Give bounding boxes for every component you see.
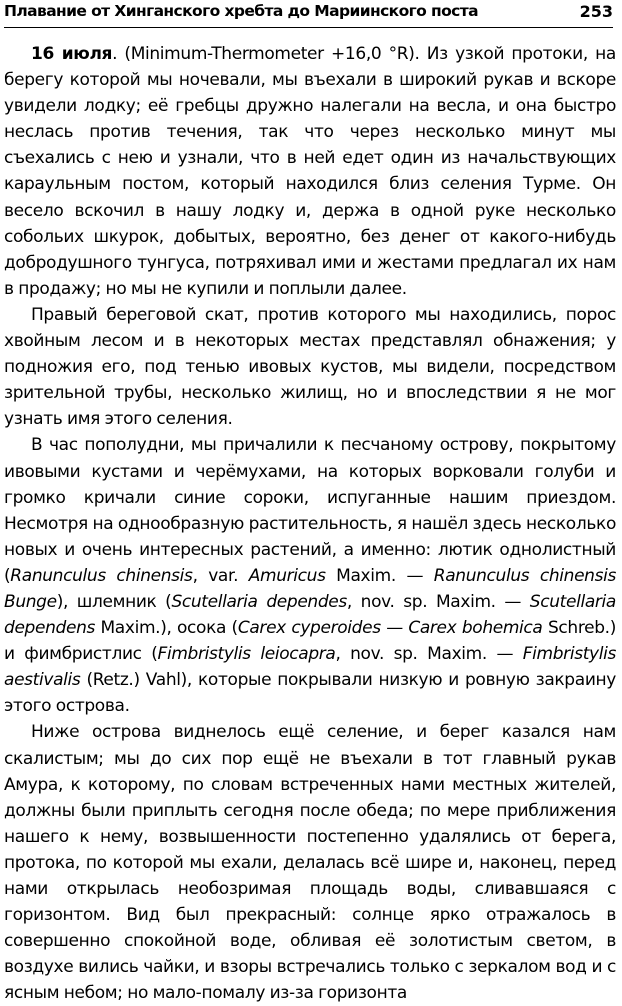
text-run: Schreb.) и фимбристлис ( [4, 618, 616, 665]
text-run: . (Minimum-Thermometer +16,0 °R). Из узкой протоки, на берегу которой мы ночевали, мы въехали в широкий рукав и вскоре увидели лодку; её гребцы дружно налегали на весла, и она быстро неслась против течения, так что через несколько минут мы съехались с нею и узнали, что в ней едет один из начальствующих караульным постом, который находился близ селения Турме. Он весело вскочил в нашу лодку и, держа в одной руке несколько собольих шкурок, добытых, вероятно, без денег от какого-нибудь добродушного тунгуса, потряхивал ими и жестами предлагал их нам в продажу; но мы не купили и поплыли далее. [4, 44, 616, 299]
paragraph [4, 41, 616, 302]
text-run: Правый береговой скат, против которого мы находились, порос хвойным лесом и в некоторых местах представлял обнажения; у подножия его, под тенью ивовых кустов, мы видели, посредством зрительной трубы, несколько жилищ, но и впоследствии я не мог узнать имя этого селения. [4, 304, 616, 430]
latin-name: Ranunculus chinensis Bunge [4, 565, 616, 612]
text-run: Maxim.), осока ( [95, 618, 238, 639]
text-run: ), шлемник ( [56, 591, 172, 612]
latin-name: Fimbristylis leiocapra [157, 644, 336, 665]
text-run: , nov. sp. Maxim. — [335, 644, 523, 665]
text-run: Maxim. — [325, 565, 434, 586]
text-run: (Retz.) Vahl), которые покрывали низкую и ровную закраину этого острова. [4, 670, 616, 717]
page-number: 253 [579, 2, 613, 21]
latin-name: Fimbristylis aestivalis [4, 644, 616, 691]
body-text [4, 41, 616, 1006]
paragraph [4, 302, 616, 432]
running-header [4, 0, 613, 28]
latin-name: Carex bohemica [408, 618, 543, 639]
text-run: В час пополудни, мы причалили к песчаному острову, покрытому ивовыми кустами и черёмухами, на которых ворковали голуби и громко кричали синие сороки, испуганные нашим приездом. Несмотря на однообразную растительность, я нашёл здесь несколько новых и очень интересных растений, а именно: лютик однолистный ( [4, 435, 616, 586]
paragraph [4, 432, 616, 719]
date-heading: 16 июля [31, 44, 113, 64]
latin-name: Amuricus [248, 565, 326, 586]
chapter-title: Плавание от Хинганского хребта до Мариинского поста [4, 2, 478, 20]
text-run: Ниже острова виднелось ещё селение, и берег казался нам скалистым; мы до сих пор ещё не въехали в тот главный рукав Амура, к которому, по словам встреченных нами местных жителей, должны были приплыть сегодня после обеда; по мере приближения нашего к нему, возвышенности постепенно удалялись от берега, протока, по которой мы ехали, делалась всё шире и, наконец, перед нами открылась необозримая площадь воды, сливавшаяся с горизонтом. Вид был прекрасный: солнце ярко отражалось в совершенно спокойной воде, обливая её золотистым светом, в воздухе вились чайки, и взоры встречались только с зеркалом вод и с ясным небом; но мало-помалу из-за горизонта [4, 722, 616, 1004]
latin-name: Scutellaria dependes [171, 591, 347, 612]
paragraph [4, 719, 616, 1006]
text-run: — [380, 618, 409, 639]
text-run: , nov. sp. Maxim. — [346, 591, 530, 612]
latin-name: Scutellaria dependens [4, 591, 616, 639]
latin-name: Carex cyperoides [237, 618, 381, 639]
latin-name: Ranunculus chinensis [10, 565, 193, 586]
text-run: , var. [192, 565, 249, 586]
